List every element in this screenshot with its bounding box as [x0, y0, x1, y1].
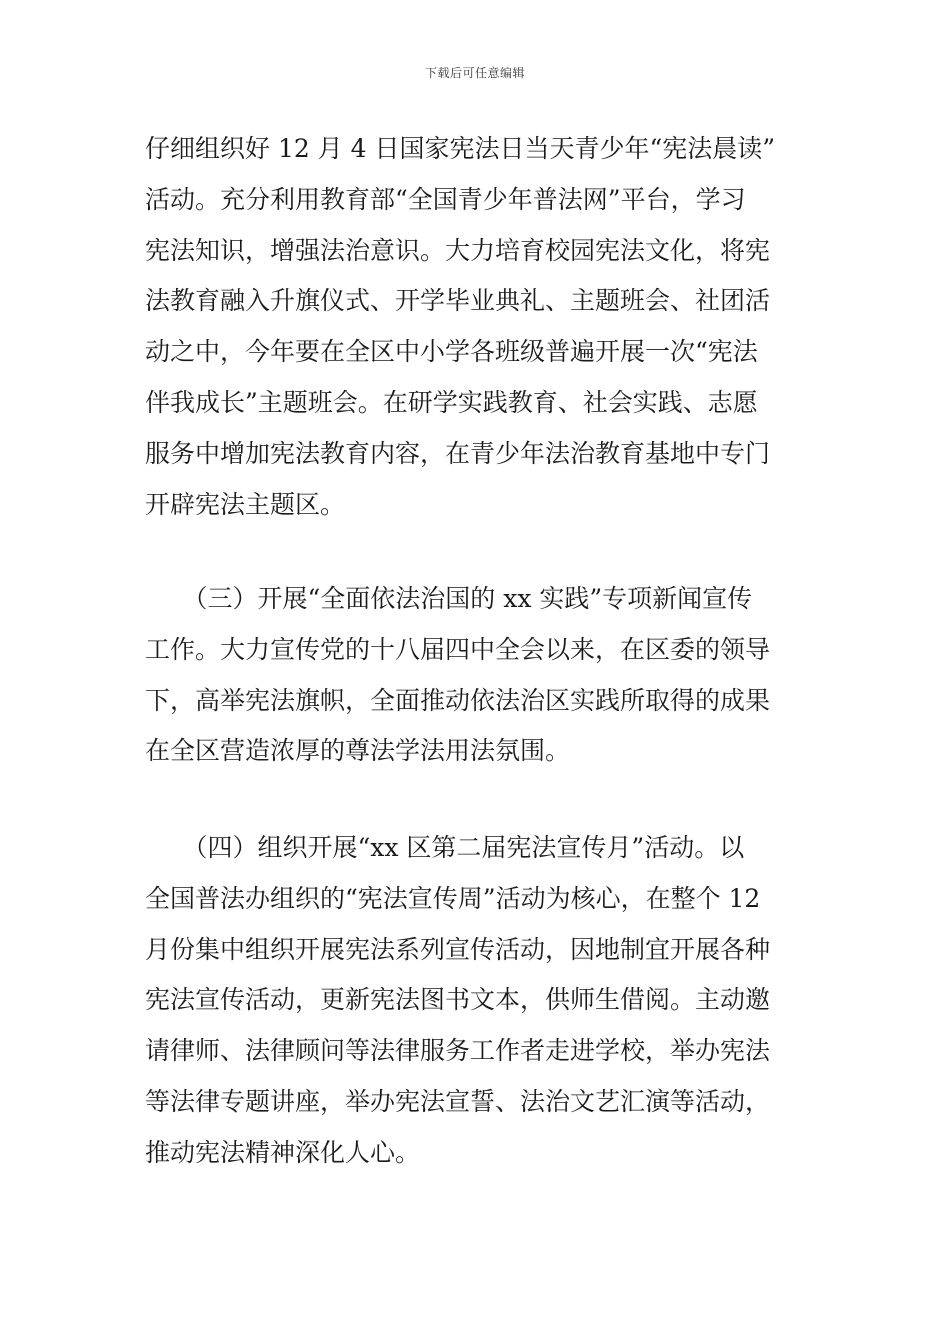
text-line: 宪法知识，增强法治意识。大力培育校园宪法文化，将宪 — [145, 235, 771, 265]
text-line: 推动宪法精神深化人心。 — [145, 1137, 421, 1167]
text-line: 服务中增加宪法教育内容，在青少年法治教育基地中专门 — [145, 438, 771, 468]
text-line: 等法律专题讲座，举办宪法宣誓、法治文艺汇演等活动， — [145, 1086, 771, 1116]
paragraph-section-three — [145, 574, 810, 777]
text-line: 动之中，今年要在全区中小学各班级普遍开展一次“宪法 — [145, 337, 758, 367]
text-line: 请律师、法律顾问等法律服务工作者走进学校，举办宪法 — [145, 1036, 771, 1066]
text-line: 下，高举宪法旗帜，全面推动依法治区实践所取得的成果 — [145, 685, 771, 715]
text-line: 全国普法办组织的“宪法宣传周”活动为核心，在整个 12 — [145, 883, 761, 913]
text-line: 宪法宣传活动，更新宪法图书文本，供师生借阅。主动邀 — [145, 985, 771, 1015]
text-line: 伴我成长”主题班会。在研学实践教育、社会实践、志愿 — [145, 387, 758, 417]
text-line: 工作。大力宣传党的十八届四中全会以来，在区委的领导 — [145, 634, 771, 664]
text-line: （三）开展“全面依法治国的 xx 实践”专项新闻宣传 — [145, 584, 753, 613]
text-line: 开辟宪法主题区。 — [145, 489, 346, 519]
text-line: 仔细组织好 12 月 4 日国家宪法日当天青少年“宪法晨读” — [145, 134, 776, 163]
text-line: 法教育融入升旗仪式、开学毕业典礼、主题班会、社团活 — [145, 286, 771, 316]
text-line: 月份集中组织开展宪法系列宣传活动，因地制宜开展各种 — [145, 934, 771, 964]
text-line: （四）组织开展“xx 区第二届宪法宣传月”活动。以 — [145, 833, 745, 862]
paragraph-section-four — [145, 823, 810, 1179]
text-line: 活动。充分利用教育部“全国青少年普法网”平台，学习 — [145, 184, 746, 214]
header-note: 下载后可任意编辑 — [424, 66, 525, 80]
text-line: 在全区营造浓厚的尊法学法用法氛围。 — [145, 736, 571, 766]
paragraph-constitution-reading — [145, 124, 810, 530]
